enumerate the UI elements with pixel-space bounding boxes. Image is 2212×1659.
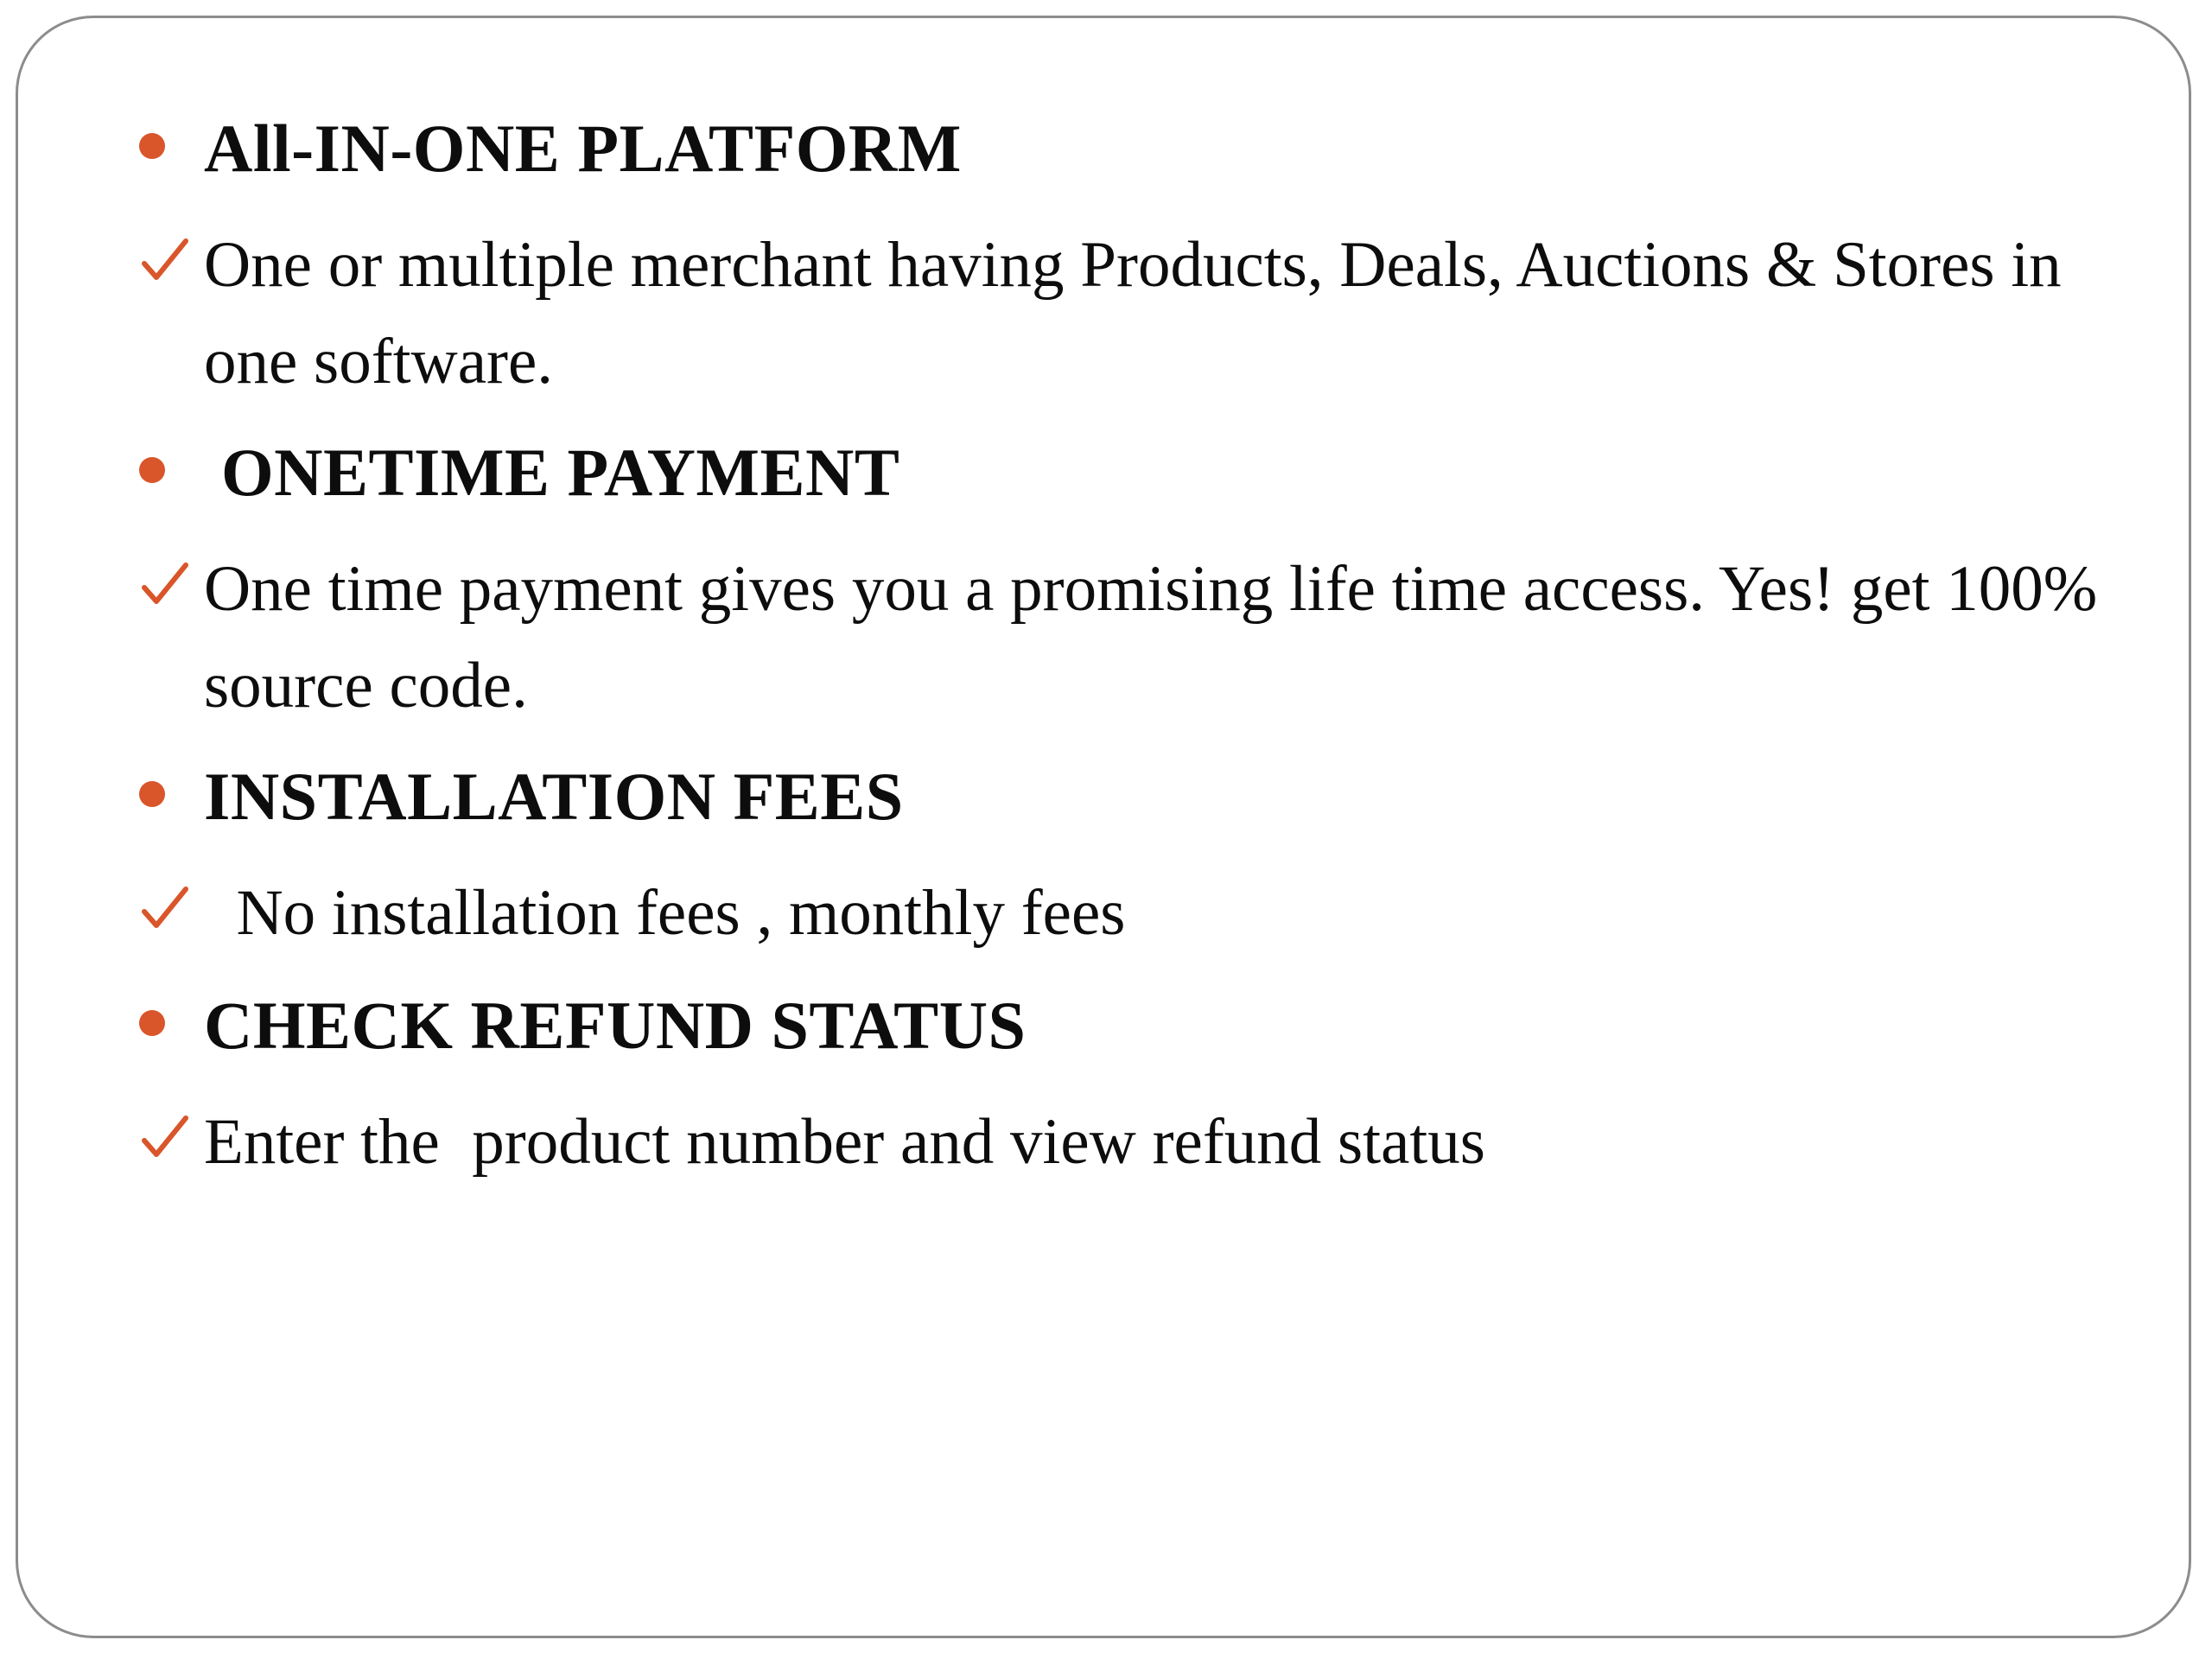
heading-platform: All-IN-ONE PLATFORM: [204, 111, 962, 186]
heading-row-platform: [18, 100, 2189, 197]
detail-row-refund: [18, 1094, 2189, 1191]
heading-refund: CHECK REFUND STATUS: [204, 988, 1027, 1063]
checkmark-icon: [139, 236, 191, 288]
detail-platform: One or multiple merchant having Products, Deals, Auctions & Stores in one software.: [204, 229, 2062, 397]
slide-frame: [16, 16, 2191, 1638]
checkmark-icon: [139, 560, 191, 612]
detail-payment: One time payment gives you a promising life time access. Yes! get 100% source code.: [204, 553, 2098, 721]
detail-row-payment: [18, 541, 2189, 734]
heading-row-installation: [18, 748, 2189, 845]
checkmark-icon: [139, 1113, 191, 1165]
slide-content: [18, 18, 2189, 1636]
checkmark-icon: [139, 884, 191, 936]
heading-row-payment: [18, 424, 2189, 521]
detail-row-installation: [18, 865, 2189, 962]
detail-refund: Enter the product number and view refund status: [204, 1106, 1485, 1178]
detail-row-platform: [18, 217, 2189, 410]
bullet-dot-icon: [139, 457, 165, 483]
heading-payment: ONETIME PAYMENT: [204, 435, 900, 510]
bullet-dot-icon: [139, 1010, 165, 1036]
detail-installation: No installation fees , monthly fees: [204, 877, 1126, 949]
bullet-dot-icon: [139, 133, 165, 159]
heading-installation: INSTALLATION FEES: [204, 759, 904, 834]
bullet-dot-icon: [139, 781, 165, 807]
heading-row-refund: [18, 977, 2189, 1074]
